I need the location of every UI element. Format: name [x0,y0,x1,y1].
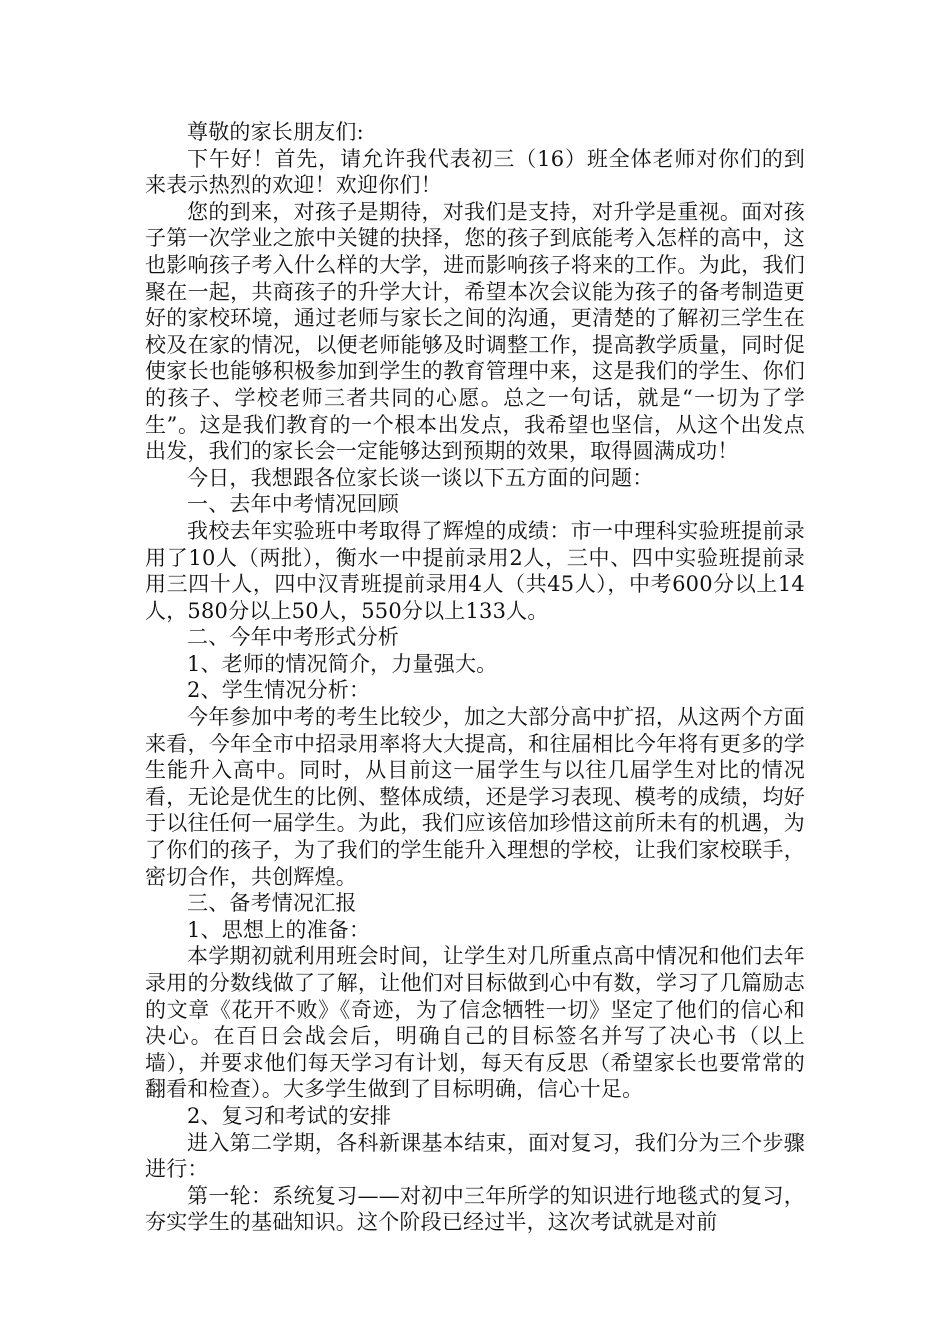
subheading-review-schedule: 2、复习和考试的安排 [187,1103,392,1128]
results-paragraph: 我校去年实验班中考取得了辉煌的成绩：市一中理科实验班提前录用了10人（两批），衡水一中提前录用2人，三中、四中实验班提前录用三四十人，四中汉青班提前录用4人（共45人），中考600分以上14人，580分以上50人，550分以上133人。 [145,518,805,623]
section-heading-1: 一、去年中考情况回顾 [187,492,399,517]
subheading-mindset: 1、思想上的准备： [187,917,371,942]
section-heading-3: 三、备考情况汇报 [187,891,357,916]
section-heading-2: 二、今年中考形式分析 [187,625,399,650]
subheading-students: 2、学生情况分析： [187,678,371,703]
document-body [145,119,805,1236]
intro-paragraph: 您的到来，对孩子是期待，对我们是支持，对升学是重视。面对孩子第一次学业之旅中关键的抉择，您的孩子到底能考入怎样的高中，这也影响孩子考入什么样的大学，进而影响孩子将来的工作。为此，我们聚在一起，共商孩子的升学大计，希望本次会议能为孩子的备考制造更好的家校环境，通过老师与家长之间的沟通，更清楚的了解初三学生在校及在家的情况，以便老师能够及时调整工作，提高教学质量，同时促使家长也能够积极参加到学生的教育管理中来，这是我们的学生、你们的孩子、学校老师三者共同的心愿。总之一句话，就是“一切为了学生”。这是我们教育的一个根本出发点，我希望也坚信，从这个出发点出发，我们的家长会一定能够达到预期的效果，取得圆满成功！ [145,199,805,464]
subheading-teachers: 1、老师的情况简介，力量强大。 [187,651,498,676]
agenda-paragraph: 今日，我想跟各位家长谈一谈以下五方面的问题： [187,465,654,490]
salutation: 尊敬的家长朋友们: [187,120,364,144]
analysis-paragraph: 今年参加中考的考生比较少，加之大部分高中扩招，从这两个方面来看，今年全市中招录用率将大大提高，和往届相比今年将有更多的学生能升入高中。同时，从目前这一届学生与以往几届学生对比的情况看，无论是优生的比例、整体成绩，还是学习表现、模考的成绩，均好于以往任何一届学生。为此，我们应该倍加珍惜这前所未有的机遇，为了你们的孩子，为了我们的学生能升入理想的学校，让我们家校联手，密切合作，共创辉煌。 [145,705,805,889]
first-round-paragraph: 第一轮：系统复习——对初中三年所学的知识进行地毯式的复习，夯实学生的基础知识。这个阶段已经过半，这次考试就是对前 [145,1183,805,1235]
greeting-paragraph: 下午好！首先，请允许我代表初三（16）班全体老师对你们的到来表示热烈的欢迎！欢迎你们！ [145,146,805,198]
mindset-paragraph: 本学期初就利用班会时间，让学生对几所重点高中情况和他们去年录用的分数线做了了解，让他们对目标做到心中有数，学习了几篇励志的文章《花开不败》《奇迹，为了信念牺牲一切》坚定了他们的信心和决心。在百日会战会后，明确自己的目标签名并写了决心书（以上墙），并要求他们每天学习有计划，每天有反思（希望家长也要常常的翻看和检查）。大多学生做到了目标明确，信心十足。 [145,944,805,1102]
review-steps-paragraph: 进入第二学期，各科新课基本结束，面对复习，我们分为三个步骤进行： [145,1130,805,1182]
